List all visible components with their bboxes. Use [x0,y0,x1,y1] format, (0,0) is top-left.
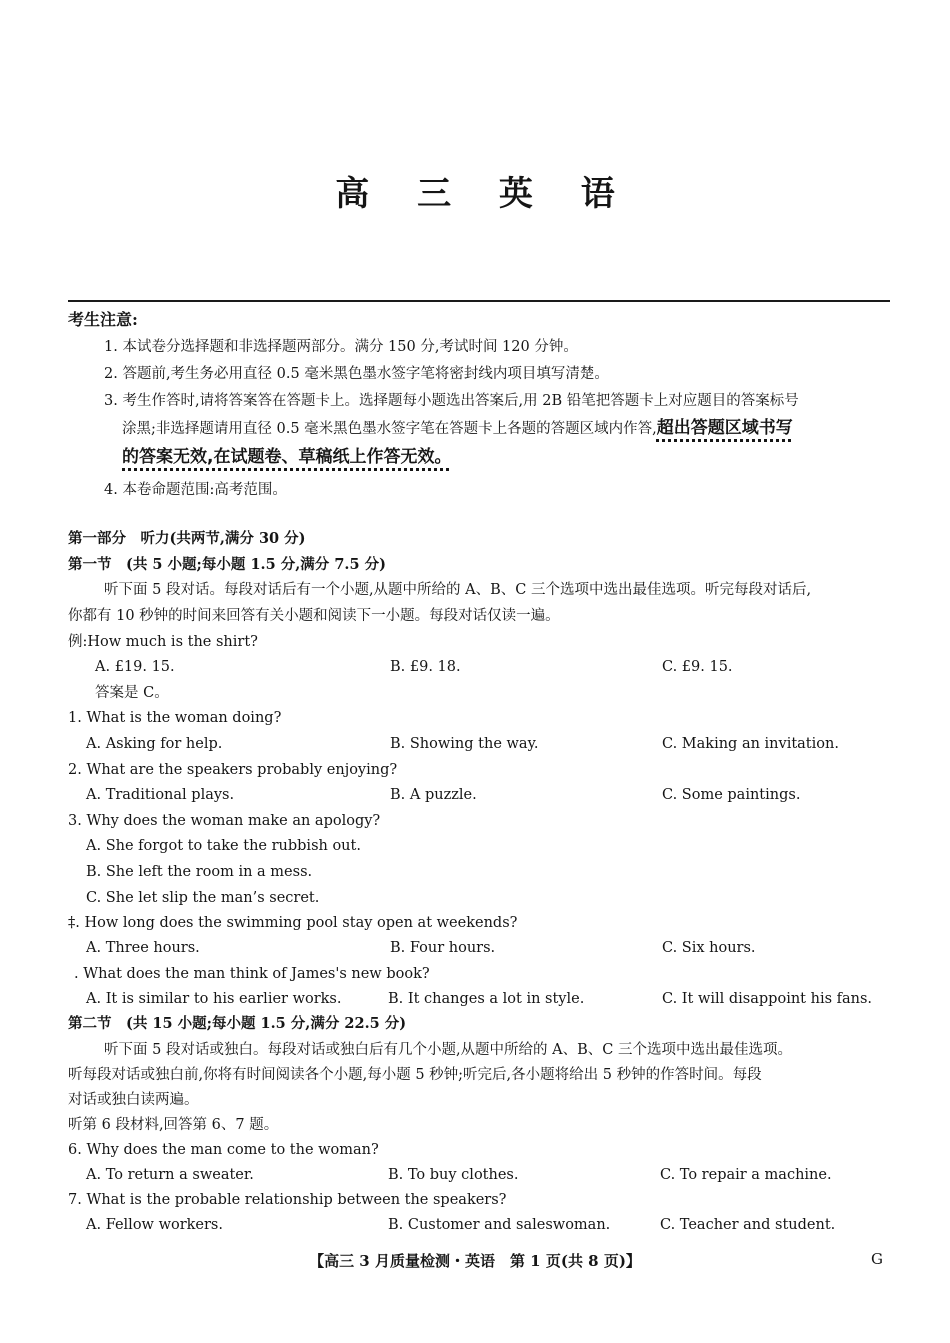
section2-instruction-2: 听每段对话或独白前,你将有时间阅读各个小题,每小题 5 秒钟;听完后,各小题将给出 5 秒钟的作答时间。每段 [68,1067,762,1083]
question-2-option-b: B. A puzzle. [390,787,477,803]
question-2-option-a: A. Traditional plays. [86,787,235,803]
question-1-option-b: B. Showing the way. [390,736,539,752]
question-3-option-b: B. She left the room in a mess. [86,864,313,880]
question-5: . What does the man think of James's new book? [74,966,430,982]
question-7: 7. What is the probable relationship between the speakers? [68,1192,507,1208]
paper-code: G [871,1250,883,1268]
question-7-option-b: B. Customer and saleswoman. [388,1217,611,1233]
question-5-option-b: B. It changes a lot in style. [388,991,585,1007]
page-title: 高 三 英 语 [335,174,633,214]
material-instruction: 听第 6 段材料,回答第 6、7 题。 [68,1117,279,1133]
notice-item-3: 3. 考生作答时,请将答案答在答题卡上。选择题每小题选出答案后,用 2B 铅笔把答题卡上对应题目的答案标号 [104,393,799,409]
question-7-option-a: A. Fellow workers. [86,1217,223,1233]
question-6-option-a: A. To return a sweater. [86,1167,254,1183]
question-5-option-a: A. It is similar to his earlier works. [86,991,342,1007]
question-7-option-c: C. Teacher and student. [660,1217,836,1233]
question-6-option-c: C. To repair a machine. [660,1167,832,1183]
question-5-option-c: C. It will disappoint his fans. [662,991,873,1007]
notice-item-1: 1. 本试卷分选择题和非选择题两部分。满分 150 分,考试时间 120 分钟。 [104,339,578,355]
question-4-option-b: B. Four hours. [390,940,496,956]
question-6: 6. Why does the man come to the woman? [68,1142,379,1158]
question-3-option-c: C. She let slip the man’s secret. [86,890,320,906]
notice-item-2: 2. 答题前,考生务必用直径 0.5 毫米黑色墨水签字笔将密封线内项目填写清楚。 [104,366,609,382]
header-divider [68,300,890,302]
question-2-option-c: C. Some paintings. [662,787,801,803]
page-footer: 【高三 3 月质量检测・英语 第 1 页(共 8 页)】 [309,1252,641,1270]
section2-instruction-1: 听下面 5 段对话或独白。每段对话或独白后有几个小题,从题中所给的 A、B、C 三个选项中选出最佳选项。 [104,1042,792,1058]
example-option-c: C. £9. 15. [662,659,733,675]
question-6-option-b: B. To buy clothes. [388,1167,519,1183]
notice-heading: 考生注意: [68,310,138,329]
example-option-b: B. £9. 18. [390,659,461,675]
section1-instruction-2: 你都有 10 秒钟的时间来回答有关小题和阅读下一小题。每段对话仅读一遍。 [68,608,560,624]
notice-item-3-continued [122,418,793,439]
question-3: 3. Why does the woman make an apology? [68,813,381,829]
section2-instruction-3: 对话或独白读两遍。 [68,1092,199,1108]
notice-emphasis-1: 超出答题区域书写 [656,418,793,438]
notice-emphasis-2: 的答案无效,在试题卷、草稿纸上作答无效。 [122,447,452,467]
example-option-a: A. £19. 15. [95,659,175,675]
notice-item-3-text: 涂黑;非选择题请用直径 0.5 毫米黑色墨水签字笔在答题卡上各题的答题区域内作答, [122,421,657,437]
question-1-option-a: A. Asking for help. [86,736,223,752]
question-4-option-c: C. Six hours. [662,940,756,956]
question-4: ‡. How long does the swimming pool stay open at weekends? [68,915,518,931]
example-question: 例:How much is the shirt? [68,634,258,650]
question-1: 1. What is the woman doing? [68,710,282,726]
notice-emphasis-line [122,447,451,468]
notice-item-4: 4. 本卷命题范围:高考范围。 [104,482,287,498]
question-2: 2. What are the speakers probably enjoying? [68,762,398,778]
part1-heading: 第一部分 听力(共两节,满分 30 分) [68,530,306,547]
section2-heading: 第二节 (共 15 小题;每小题 1.5 分,满分 22.5 分) [68,1015,407,1032]
question-3-option-a: A. She forgot to take the rubbish out. [86,838,361,854]
question-1-option-c: C. Making an invitation. [662,736,839,752]
question-4-option-a: A. Three hours. [86,940,200,956]
section1-instruction-1: 听下面 5 段对话。每段对话后有一个小题,从题中所给的 A、B、C 三个选项中选出最佳选项。听完每段对话后, [104,582,812,598]
section1-heading: 第一节 (共 5 小题;每小题 1.5 分,满分 7.5 分) [68,556,386,573]
example-answer: 答案是 C。 [95,685,169,701]
